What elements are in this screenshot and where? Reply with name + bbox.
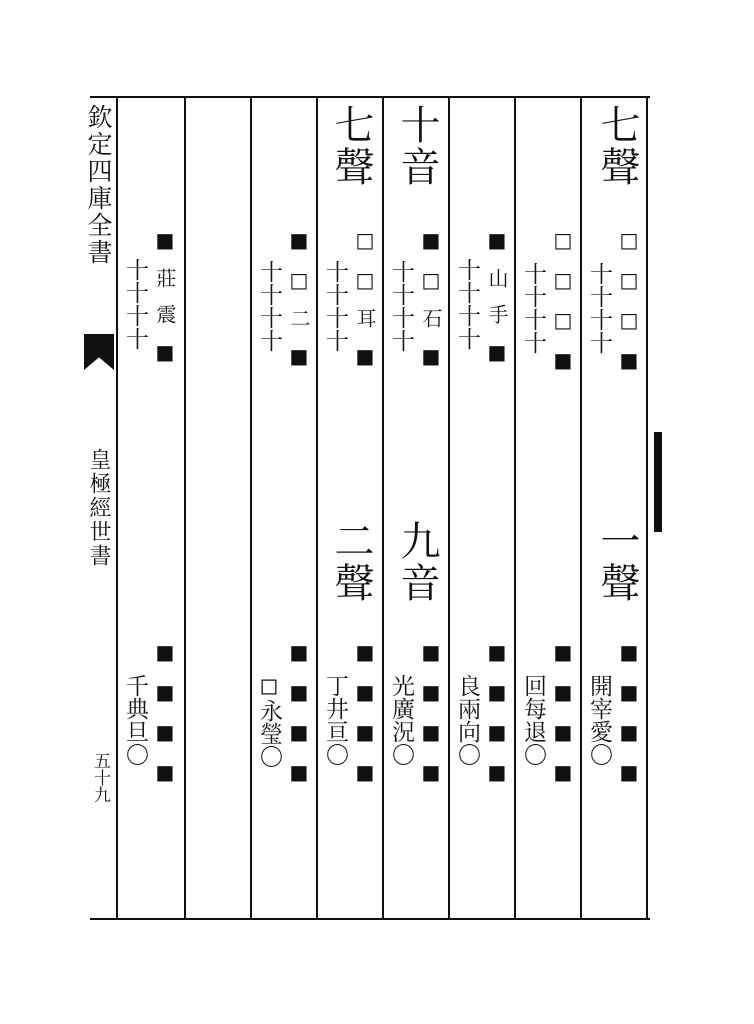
col5-top-entries (320, 228, 382, 384)
column-divider (448, 96, 450, 920)
col6-top-marks: ■□二■ (287, 228, 311, 384)
col6-bottom-marks: ■■■■ (287, 640, 311, 800)
col5-top-marks: □□耳■ (353, 228, 377, 384)
col8-bottom-marks: ■■■■ (153, 640, 177, 800)
col1-bottom-header: 一聲 (594, 520, 640, 604)
margin-bar (654, 432, 662, 532)
fish-tail-mark (84, 334, 114, 370)
col5-bottom-chars: 丁井亘〇 (322, 674, 348, 766)
col1-top-marks: □□□■ (617, 228, 641, 388)
col3-bottom-entries (452, 640, 514, 800)
col2-top-chars: 十十十十 (520, 262, 546, 354)
col2-bottom-entries (518, 640, 580, 800)
col1-bottom-marks: ■■■■ (617, 640, 641, 800)
left-border (116, 96, 118, 920)
col4-bottom-chars: 光廣況〇 (388, 674, 414, 766)
column-divider (382, 96, 384, 920)
col8-top-entries (120, 228, 182, 380)
col5-top-header: 七聲 (328, 104, 374, 188)
bottom-border (90, 918, 650, 920)
column-divider (316, 96, 318, 920)
col1-top-chars: 十十十十 (586, 262, 612, 354)
col4-bottom-header: 九音 (394, 520, 440, 604)
col2-bottom-chars: 回每退〇 (520, 674, 546, 766)
col1-bottom-chars: 開宰愛〇 (586, 674, 612, 766)
column-divider (580, 96, 582, 920)
col5-top-chars: 十十十十 (322, 260, 348, 352)
col8-bottom-entries (120, 640, 182, 800)
page-number: 五十九 (90, 752, 110, 803)
column-divider (250, 96, 252, 920)
column-divider (184, 96, 186, 920)
col4-top-chars: 十十十十 (388, 260, 414, 352)
col4-top-entries (386, 228, 448, 384)
col3-bottom-chars: 良兩向〇 (454, 674, 480, 766)
col1-top-header: 七聲 (594, 104, 640, 188)
col8-bottom-chars: 千典旦〇 (122, 674, 148, 766)
col5-bottom-entries (320, 640, 382, 800)
col6-bottom-entries (254, 640, 316, 800)
col5-bottom-marks: ■■■■ (353, 640, 377, 800)
col1-bottom-entries (584, 640, 646, 800)
col3-top-chars: 十十十十 (454, 258, 480, 350)
top-border (90, 96, 650, 98)
col5-bottom-header: 二聲 (328, 520, 374, 604)
col4-bottom-entries (386, 640, 448, 800)
col6-top-entries (254, 228, 316, 384)
col2-top-marks: □□□■ (551, 228, 575, 388)
col8-top-chars: 十十十十 (122, 258, 148, 350)
col6-bottom-chars: ◻永瑩〇 (256, 672, 282, 768)
col2-top-entries (518, 228, 580, 388)
book-title: 欽定四庫全書 (84, 104, 113, 266)
col3-top-entries (452, 228, 514, 380)
col4-top-header: 十音 (394, 104, 440, 188)
col6-top-chars: 十十十十 (256, 260, 282, 352)
volume-title: 皇極經世書 (86, 448, 111, 568)
col4-top-marks: ■□石■ (419, 228, 443, 384)
right-border (646, 96, 648, 920)
col1-top-entries (584, 228, 646, 388)
col8-top-marks: ■莊震■ (153, 228, 177, 380)
col3-bottom-marks: ■■■■ (485, 640, 509, 800)
column-divider (514, 96, 516, 920)
col2-bottom-marks: ■■■■ (551, 640, 575, 800)
col3-top-marks: ■山手■ (485, 228, 509, 380)
col4-bottom-marks: ■■■■ (419, 640, 443, 800)
